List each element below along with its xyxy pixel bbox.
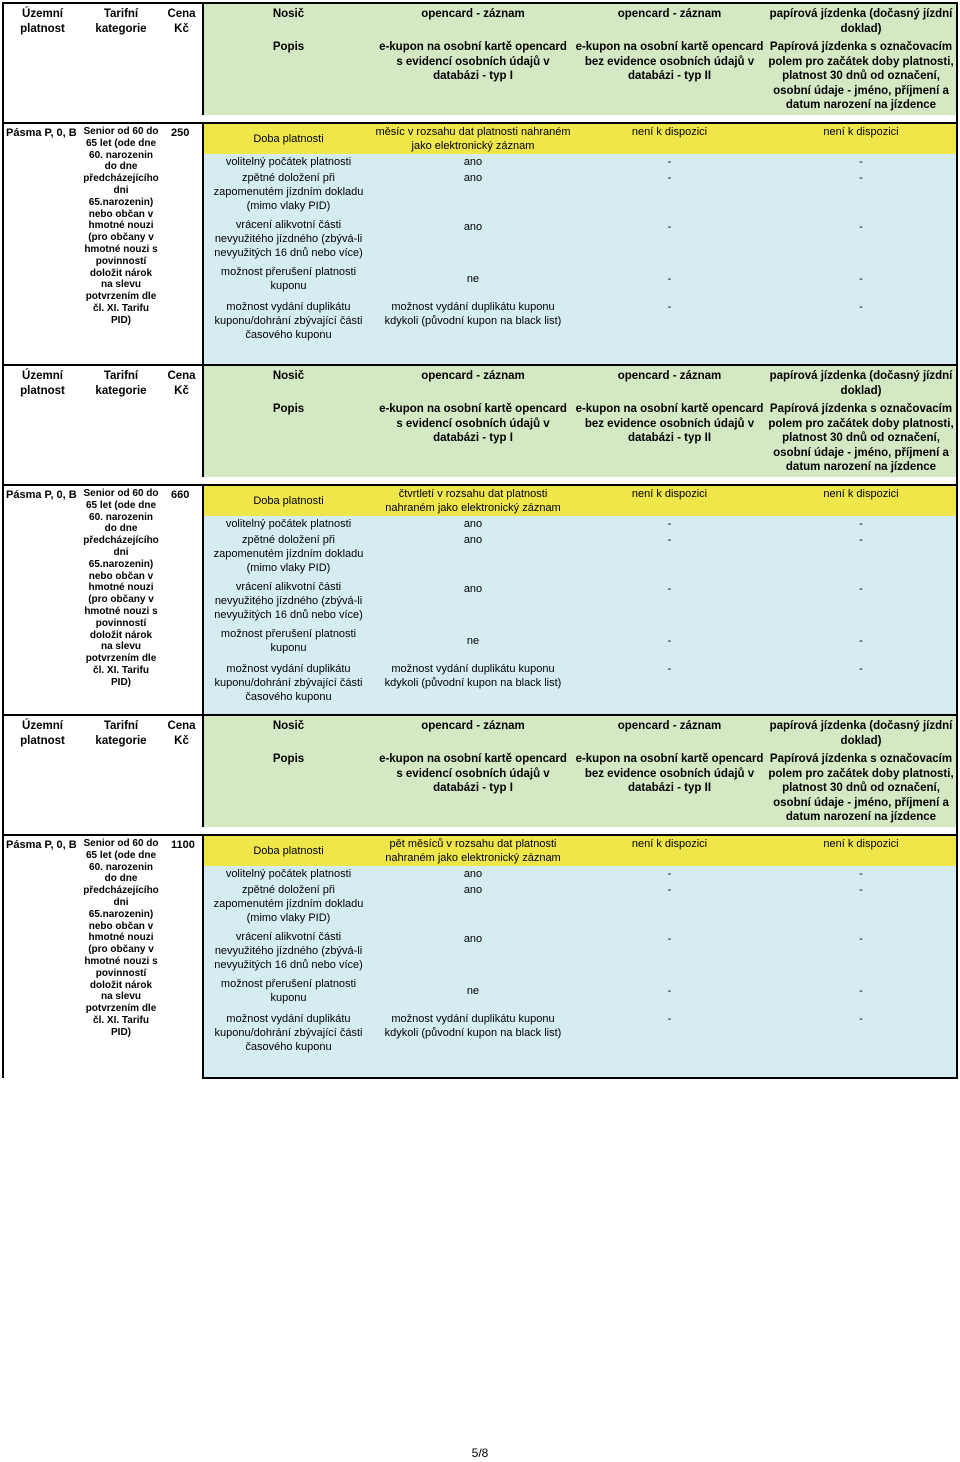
header-carrier-3: papírová jízdenka (dočasný jízdní doklad) (766, 365, 957, 399)
row-value-1: ne (373, 626, 573, 656)
row-value-2: - (573, 294, 766, 366)
page-number: 5/8 (471, 1446, 489, 1460)
row-value-3: - (766, 516, 957, 532)
price-cell: 1100 (161, 835, 203, 1078)
row-value-3: - (766, 576, 957, 626)
validity-label: Doba platnosti (203, 485, 373, 516)
validity-label: Doba platnosti (203, 123, 373, 154)
validity-value-3: není k dispozici (766, 835, 957, 866)
row-label: zpětné doložení při zapomenutém jízdním dokladu (mimo vlaky PID) (203, 532, 373, 576)
validity-value-1: měsíc v rozsahu dat platnosti nahraném jako elektronický záznam (373, 123, 573, 154)
tariff-block-1 (2, 2, 956, 367)
validity-value-1: čtvrtletí v rozsahu dat platnosti nahraném jako elektronický záznam (373, 485, 573, 516)
row-value-2: - (573, 264, 766, 294)
header-price: Cena Kč (161, 715, 203, 827)
row-value-3: - (766, 866, 957, 882)
validity-value-3: není k dispozici (766, 123, 957, 154)
row-value-1: možnost vydání duplikátu kuponu kdykoli (původní kupon na black list) (373, 1006, 573, 1078)
header-desc-3: Papírová jízdenka s označovacím polem pro začátek doby platnosti, platnost 30 dnů od označení, osobní údaje - jméno, příjmení a datum narození na jízdence (766, 37, 957, 115)
header-category: Tarifní kategorie (81, 365, 161, 477)
row-value-3: - (766, 926, 957, 976)
row-value-2: - (573, 926, 766, 976)
row-value-2: - (573, 866, 766, 882)
row-value-1: možnost vydání duplikátu kuponu kdykoli (původní kupon na black list) (373, 656, 573, 728)
row-value-2: - (573, 1006, 766, 1078)
row-value-1: ano (373, 154, 573, 170)
header-category: Tarifní kategorie (81, 3, 161, 115)
row-label: možnost vydání duplikátu kuponu/dohrání zbývající části časového kuponu (203, 1006, 373, 1078)
header-carrier-label: Nosič (203, 715, 373, 749)
header-desc-1: e-kupon na osobní kartě opencard s evidencí osobních údajů v databázi - typ I (373, 399, 573, 477)
row-label: možnost přerušení platnosti kuponu (203, 976, 373, 1006)
validity-value-3: není k dispozici (766, 485, 957, 516)
header-carrier-label: Nosič (203, 3, 373, 37)
row-value-3: - (766, 656, 957, 728)
row-value-3: - (766, 154, 957, 170)
row-value-2: - (573, 154, 766, 170)
header-desc-2: e-kupon na osobní kartě opencard bez evidence osobních údajů v databázi - typ II (573, 399, 766, 477)
row-value-3: - (766, 532, 957, 576)
header-desc-1: e-kupon na osobní kartě opencard s evidencí osobních údajů v databázi - typ I (373, 37, 573, 115)
row-value-1: ne (373, 264, 573, 294)
row-value-2: - (573, 532, 766, 576)
row-value-2: - (573, 170, 766, 214)
header-desc-3: Papírová jízdenka s označovacím polem pro začátek doby platnosti, platnost 30 dnů od označení, osobní údaje - jméno, příjmení a datum narození na jízdence (766, 399, 957, 477)
row-label: možnost přerušení platnosti kuponu (203, 626, 373, 656)
row-value-3: - (766, 1006, 957, 1078)
header-price: Cena Kč (161, 365, 203, 477)
zone-cell: Pásma P, 0, B (3, 835, 81, 1078)
row-value-1: ne (373, 976, 573, 1006)
row-value-1: ano (373, 214, 573, 264)
row-value-1: ano (373, 866, 573, 882)
row-value-3: - (766, 170, 957, 214)
header-zone: Územní platnost (3, 365, 81, 477)
header-carrier-2: opencard - záznam (573, 3, 766, 37)
category-cell: Senior od 60 do 65 let (ode dne 60. narozenin do dne předcházejícího dni 65.narozenin) nebo občan v hmotné nouzi (pro občany v hmotné nouzi s povinností doložit nárok na slevu potvrzením dle čl. XI. Tarifu PID) (81, 485, 161, 728)
tariff-table (2, 714, 958, 1079)
header-price: Cena Kč (161, 3, 203, 115)
header-desc-3: Papírová jízdenka s označovacím polem pro začátek doby platnosti, platnost 30 dnů od označení, osobní údaje - jméno, příjmení a datum narození na jízdence (766, 749, 957, 827)
row-value-2: - (573, 656, 766, 728)
tariff-table (2, 2, 958, 367)
row-value-3: - (766, 626, 957, 656)
validity-value-2: není k dispozici (573, 485, 766, 516)
row-label: volitelný počátek platnosti (203, 516, 373, 532)
price-cell: 660 (161, 485, 203, 728)
row-value-3: - (766, 976, 957, 1006)
row-value-1: ano (373, 170, 573, 214)
header-category: Tarifní kategorie (81, 715, 161, 827)
row-value-1: ano (373, 532, 573, 576)
row-value-3: - (766, 214, 957, 264)
row-label: vrácení alikvotní části nevyužitého jízdného (zbývá-li nevyužitých 16 dnů nebo více) (203, 576, 373, 626)
validity-label: Doba platnosti (203, 835, 373, 866)
row-label: volitelný počátek platnosti (203, 866, 373, 882)
category-cell: Senior od 60 do 65 let (ode dne 60. narozenin do dne předcházejícího dni 65.narozenin) nebo občan v hmotné nouzi (pro občany v hmotné nouzi s povinností doložit nárok na slevu potvrzením dle čl. XI. Tarifu PID) (81, 835, 161, 1078)
row-value-3: - (766, 882, 957, 926)
row-value-2: - (573, 882, 766, 926)
row-value-1: ano (373, 882, 573, 926)
tariff-table (2, 364, 958, 729)
row-value-2: - (573, 626, 766, 656)
zone-cell: Pásma P, 0, B (3, 485, 81, 728)
row-label: možnost vydání duplikátu kuponu/dohrání zbývající části časového kuponu (203, 294, 373, 366)
header-carrier-1: opencard - záznam (373, 365, 573, 399)
header-carrier-3: papírová jízdenka (dočasný jízdní doklad) (766, 3, 957, 37)
row-label: zpětné doložení při zapomenutém jízdním dokladu (mimo vlaky PID) (203, 170, 373, 214)
header-zone: Územní platnost (3, 3, 81, 115)
zone-cell: Pásma P, 0, B (3, 123, 81, 366)
row-value-1: ano (373, 516, 573, 532)
row-label: vrácení alikvotní části nevyužitého jízdného (zbývá-li nevyužitých 16 dnů nebo více) (203, 926, 373, 976)
category-cell: Senior od 60 do 65 let (ode dne 60. narozenin do dne předcházejícího dni 65.narozenin) nebo občan v hmotné nouzi (pro občany v hmotné nouzi s povinností doložit nárok na slevu potvrzením dle čl. XI. Tarifu PID) (81, 123, 161, 366)
header-zone: Územní platnost (3, 715, 81, 827)
row-label: volitelný počátek platnosti (203, 154, 373, 170)
header-carrier-1: opencard - záznam (373, 3, 573, 37)
validity-value-2: není k dispozici (573, 835, 766, 866)
row-value-2: - (573, 214, 766, 264)
row-value-2: - (573, 976, 766, 1006)
tariff-block-3 (2, 714, 956, 1079)
header-desc-1: e-kupon na osobní kartě opencard s evidencí osobních údajů v databázi - typ I (373, 749, 573, 827)
row-label: vrácení alikvotní části nevyužitého jízdného (zbývá-li nevyužitých 16 dnů nebo více) (203, 214, 373, 264)
row-value-2: - (573, 516, 766, 532)
row-value-3: - (766, 294, 957, 366)
header-carrier-2: opencard - záznam (573, 365, 766, 399)
row-value-1: možnost vydání duplikátu kuponu kdykoli (původní kupon na black list) (373, 294, 573, 366)
row-value-3: - (766, 264, 957, 294)
price-cell: 250 (161, 123, 203, 366)
row-label: zpětné doložení při zapomenutém jízdním dokladu (mimo vlaky PID) (203, 882, 373, 926)
header-carrier-label: Nosič (203, 365, 373, 399)
header-desc-2: e-kupon na osobní kartě opencard bez evidence osobních údajů v databázi - typ II (573, 749, 766, 827)
row-label: možnost přerušení platnosti kuponu (203, 264, 373, 294)
validity-value-2: není k dispozici (573, 123, 766, 154)
header-carrier-2: opencard - záznam (573, 715, 766, 749)
row-label: možnost vydání duplikátu kuponu/dohrání zbývající části časového kuponu (203, 656, 373, 728)
header-carrier-1: opencard - záznam (373, 715, 573, 749)
header-desc-label: Popis (203, 37, 373, 115)
header-carrier-3: papírová jízdenka (dočasný jízdní doklad) (766, 715, 957, 749)
header-desc-label: Popis (203, 399, 373, 477)
row-value-1: ano (373, 576, 573, 626)
row-value-1: ano (373, 926, 573, 976)
header-desc-label: Popis (203, 749, 373, 827)
tariff-block-2 (2, 364, 956, 729)
header-desc-2: e-kupon na osobní kartě opencard bez evidence osobních údajů v databázi - typ II (573, 37, 766, 115)
row-value-2: - (573, 576, 766, 626)
validity-value-1: pět měsíců v rozsahu dat platnosti nahraném jako elektronický záznam (373, 835, 573, 866)
